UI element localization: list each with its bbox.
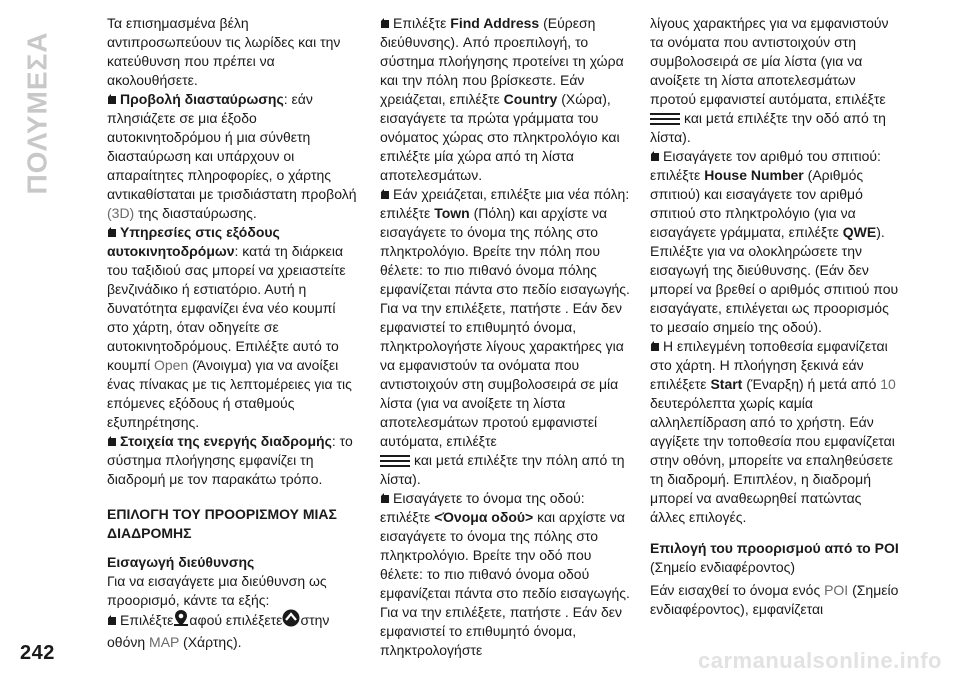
page-number: 242 <box>20 642 55 664</box>
paragraph: Στοιχεία της ενεργής διαδρομής: το σύστημα πλοήγησης εμφανίζει τη διαδρομή με τον παρακάτω τρόπο. <box>107 433 353 487</box>
section-heading: ΕΠΙΛΟΓΗ ΤΟΥ ΠΡΟΟΡΙΣΜΟΥ ΜΙΑΣ ΔΙΑΔΡΟΜΗΣ <box>107 506 337 541</box>
paragraph: Επιλέξτε Find Address (Εύρεση διεύθυνσης). Από προεπιλογή, το σύστημα πλοήγησης προτείνει τη χώρα και την πόλη που βρίσκεστε. Εάν χρειάζεται, επιλέξτε Country (Χώρα), εισαγάγετε τα πρώτα γράμματα του ονόματος χώρας στο πληκτρολόγιο και επιλέξτε μία χώρα από τη λίστα αποτελεσμάτων. <box>380 15 624 183</box>
paragraph: λίγους χαρακτήρες για να εμφανιστούν τα ονόματα που αντιστοιχούν στη συμβολοσειρά σε μία λίστα (για να ανοίξετε τη λίστα αποτελεσμάτων προτού εμφανιστεί αυτόματα, επιλέξτε και μετά επιλέξτε την οδό από τη λίστα). <box>650 15 889 145</box>
bullet-icon <box>380 189 390 200</box>
navigation-arrow-icon <box>282 609 300 632</box>
bullet-icon <box>107 94 117 105</box>
section-title: ΠΟΛΥΜΕΣΑ <box>22 31 53 195</box>
paragraph: Για να εισαγάγετε μια διεύθυνση ως προορισμό, κάντε τα εξής: <box>107 573 327 608</box>
bullet-icon <box>107 615 117 626</box>
paragraph: Επιλέξτε αφού επιλέξετε στην οθόνη MAP (Χάρτης). <box>107 610 357 652</box>
paragraph: Εάν εισαχθεί το όνομα ενός POI (Σημείο ενδιαφέροντος), εμφανίζεται <box>650 582 899 617</box>
bullet-icon <box>107 436 117 447</box>
paragraph: Εάν χρειάζεται, επιλέξτε μια νέα πόλη: επιλέξτε Town (Πόλη) και αρχίστε να εισαγάγετε το όνομα της πόλης στο πληκτρολόγιο. Βρείτε την πόλη που θέλετε: το πιο πιθανό όνομα πόλης εμφανίζεται πάντα στο πεδίο εισαγωγής. Για να την επιλέξετε, πατήστε . Εάν δεν εμφανιστεί το επιθυμητό όνομα, πληκτρολογήστε λίγους χαρακτήρες για να εμφανιστούν τα ονόματα που αντιστοιχούν στη συμβολοσειρά σε μία λίστα (για να ανοίξετε τη λίστα αποτελεσμάτων προτού εμφανιστεί αυτόματα, επιλέξτε και μετά επιλέξτε την πόλη από τη λίστα). <box>380 186 630 487</box>
paragraph: Υπηρεσίες στις εξόδους αυτοκινητοδρόμων: κατά τη διάρκεια του ταξιδιού σας μπορεί να χρειαστείτε βενζινάδικο ή εστιατόριο. Αυτή η δυνατότητα εμφανίζει ένα νέο κουμπί στο χάρτη, όταν οδηγείτε σε αυτοκινητοδρόμους. Επιλέξτε αυτό το κουμπί Open (Άνοιγμα) για να ανοίξει ένας πίνακας με τις λεπτομέρειες για τις επόμενες εξόδους ή σταθμούς εξυπηρέτησης. <box>107 224 352 430</box>
bullet-icon <box>380 18 390 29</box>
paragraph: Προβολή διασταύρωσης: εάν πλησιάζετε σε μια έξοδο αυτοκινητοδρόμου ή μια σύνθετη διασταύρωση και υπάρχουν οι απαραίτητες πληροφορίες, ο χάρτης αντικαθίσταται με τρισδιάστατη προβολή (3D) της διασταύρωσης. <box>107 91 357 221</box>
bullet-icon <box>107 227 117 238</box>
destination-pin-icon <box>173 609 189 632</box>
column-1 <box>107 14 357 652</box>
results-list-icon <box>650 112 680 126</box>
bullet-icon <box>650 341 660 352</box>
column-2 <box>380 14 632 660</box>
paragraph: Τα επισημασμένα βέλη αντιπροσωπεύουν τις λωρίδες και την κατεύθυνση που πρέπει να ακολουθήσετε. <box>107 15 341 88</box>
bullet-icon <box>650 151 660 162</box>
subsection-note: (Σημείο ενδιαφέροντος) <box>650 559 796 575</box>
bullet-icon <box>380 493 390 504</box>
paragraph: Εισαγάγετε τον αριθμό του σπιτιού: επιλέξτε House Number (Αριθμός σπιτιού) και εισαγάγετε τον αριθμό σπιτιού στο πληκτρολόγιο (για να εισαγάγετε γράμματα, επιλέξτε QWE). Επιλέξτε για να ολοκληρώσετε την εισαγωγή της διεύθυνσης. (Εάν δεν μπορεί να βρεθεί ο αριθμός σπιτιού που εισαγάγατε, επιλέγεται ως προορισμός το μεσαίο σημείο της οδού). <box>650 148 899 335</box>
results-list-icon <box>380 454 410 468</box>
watermark: carmanualsonline.info <box>698 648 942 673</box>
column-3 <box>650 14 900 619</box>
section-side-tab <box>18 28 58 198</box>
paragraph: Εισαγάγετε το όνομα της οδού: επιλέξτε <Όνομα οδού> και αρχίστε να εισαγάγετε το όνομα της πόλης στο πληκτρολόγιο. Βρείτε την οδό που θέλετε: το πιο πιθανό όνομα οδού εμφανίζεται πάντα στο πεδίο εισαγωγής. Για να την επιλέξετε, πατήστε . Εάν δεν εμφανιστεί το επιθυμητό όνομα, πληκτρολογήστε <box>380 490 630 658</box>
paragraph: Η επιλεγμένη τοποθεσία εμφανίζεται στο χάρτη. Η πλοήγηση ξεκινά εάν επιλέξετε Start (Έναρξη) ή μετά από 10 δευτερόλεπτα χωρίς καμία αλληλεπίδραση από το χρήστη. Εάν αγγίξετε την τοποθεσία που εμφανίζεται στην οθόνη, μπορείτε να επαληθεύσετε τη διαδρομή. Επιπλέον, η διαδρομή μπορεί να αναθεωρηθεί πατώντας άλλες επιλογές. <box>650 338 896 525</box>
subsection-heading: Επιλογή του προορισμού από το POI <box>650 540 899 556</box>
subsection-heading: Εισαγωγή διεύθυνσης <box>107 554 255 570</box>
